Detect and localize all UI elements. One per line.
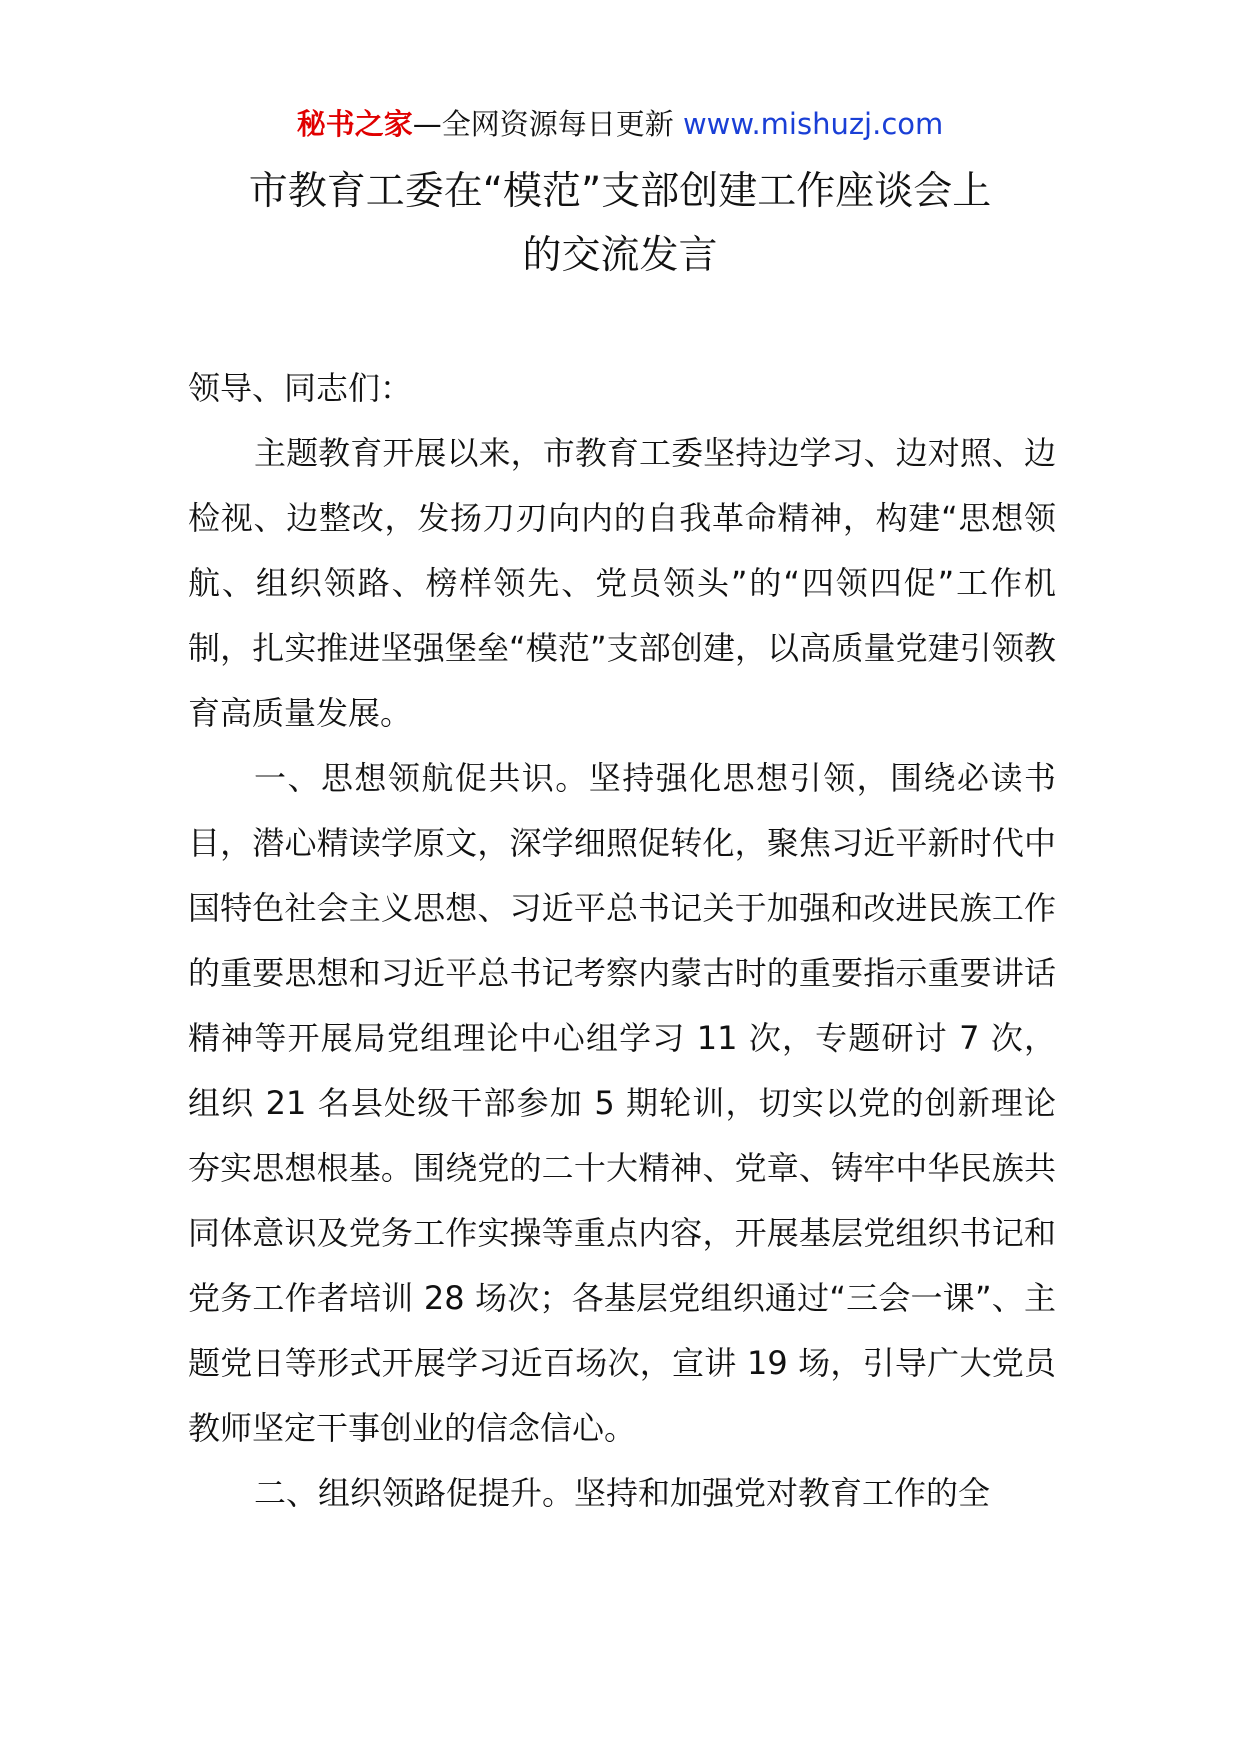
paragraph-section-1: 一、思想领航促共识。坚持强化思想引领，围绕必读书目，潜心精读学原文，深学细照促转化，聚焦习近平新时代中国特色社会主义思想、习近平总书记关于加强和改进民族工作的重要思想和习近平总书记考察内蒙古时的重要指示重要讲话精神等开展局党组理论中心组学习 11 次，专题研讨 7 次，组织 21 名县处级干部参加 5 期轮训，切实以党的创新理论夯实思想根基。围绕党的二十大精神、党章、铸牢中华民族共同体意识及党务工作实操等重点内容，开展基层党组织书记和党务工作者培训 28 场次；各基层党组织通过“三会一课”、主题党日等形式开展学习近百场次，宣讲 19 场，引导广大党员教师坚定干事创业的信念信心。 xyxy=(188,759,1056,1447)
title-line-1: 市教育工委在“模范”支部创建工作座谈会上 xyxy=(248,169,992,214)
site-url-link[interactable]: www.mishuzj.com xyxy=(682,107,944,141)
title-line-2: 的交流发言 xyxy=(522,233,718,278)
salutation: 领导、同志们： xyxy=(188,369,413,407)
site-brand: 秘书之家 xyxy=(296,107,413,141)
paragraph-intro: 主题教育开展以来，市教育工委坚持边学习、边对照、边检视、边整改，发扬刀刃向内的自我革命精神，构建“思想领航、组织领路、榜样领先、党员领头”的“四领四促”工作机制，扎实推进坚强堡垒“模范”支部创建，以高质量党建引领教育高质量发展。 xyxy=(188,434,1056,732)
site-header xyxy=(0,102,1240,146)
paragraph-section-2: 二、组织领路促提升。坚持和加强党对教育工作的全 xyxy=(254,1474,991,1512)
document-title xyxy=(150,160,1090,288)
site-tagline: —全网资源每日更新 xyxy=(412,107,683,141)
document-body xyxy=(188,356,1056,1526)
